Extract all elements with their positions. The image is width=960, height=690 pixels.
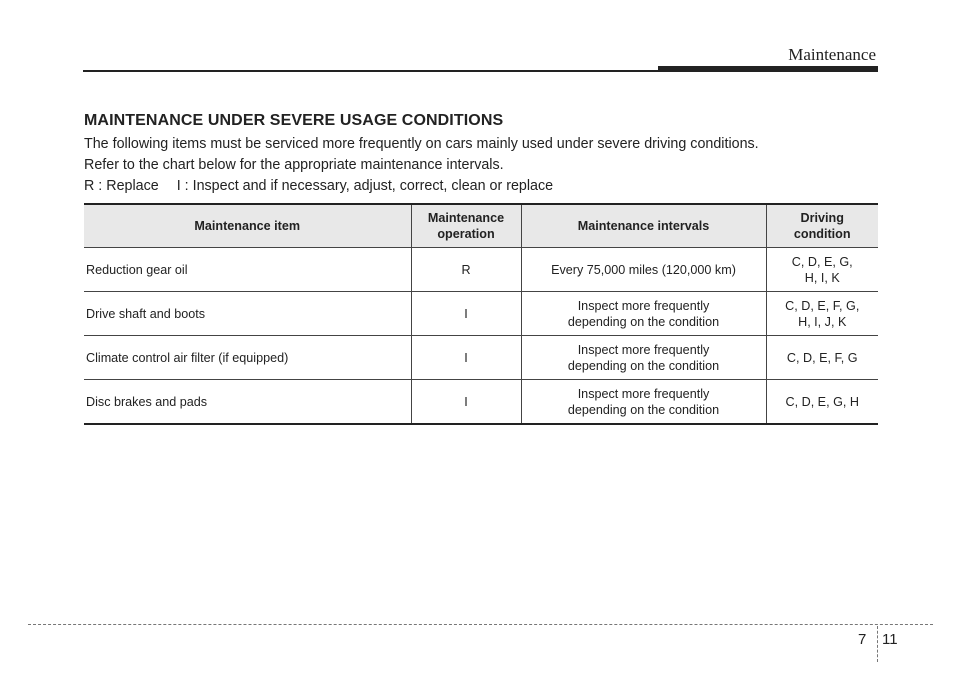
cell-line: depending on the condition: [567, 402, 720, 417]
legend-replace: R : Replace: [84, 178, 159, 194]
footer-divider: [877, 626, 878, 662]
header-rule-accent: [658, 66, 878, 72]
cell-line: C, D, E, F, G: [786, 350, 858, 365]
header-line: Maintenance: [427, 211, 505, 225]
cell-item: Climate control air filter (if equipped): [84, 336, 411, 380]
header-maintenance-item: Maintenance item: [84, 204, 411, 248]
header-maintenance-operation: [411, 204, 521, 248]
table-row: [84, 336, 878, 380]
cell-operation: I: [411, 292, 521, 336]
cell-item: Reduction gear oil: [84, 248, 411, 292]
cell-condition: [766, 380, 878, 425]
cell-condition: [766, 248, 878, 292]
intro-text: Refer to the chart below for the appropriate maintenance intervals.: [84, 157, 504, 173]
cell-line: C, D, E, G, H: [785, 394, 859, 409]
cell-operation: I: [411, 336, 521, 380]
cell-line: depending on the condition: [567, 358, 720, 373]
section-title: MAINTENANCE UNDER SEVERE USAGE CONDITIONS: [84, 112, 504, 129]
cell-line: Inspect more frequently: [577, 342, 710, 357]
cell-line: H, I, J, K: [798, 314, 847, 329]
header-line: operation: [437, 227, 495, 241]
cell-line: Inspect more frequently: [577, 386, 710, 401]
cell-interval: [521, 292, 766, 336]
maintenance-table: [84, 203, 878, 425]
cell-line: Every 75,000 miles (120,000 km): [551, 262, 736, 277]
header-rule: [83, 70, 663, 72]
header-line: Driving: [800, 211, 844, 225]
cell-item: Drive shaft and boots: [84, 292, 411, 336]
header-maintenance-intervals: Maintenance intervals: [521, 204, 766, 248]
page-number: 11: [882, 631, 898, 648]
running-header: Maintenance: [788, 45, 876, 64]
table-row: [84, 380, 878, 425]
cell-interval: [521, 248, 766, 292]
table-row: [84, 248, 878, 292]
table-row: [84, 292, 878, 336]
cell-line: Inspect more frequently: [577, 298, 710, 313]
cell-interval: [521, 380, 766, 425]
cell-line: H, I, K: [804, 270, 840, 285]
cell-operation: I: [411, 380, 521, 425]
cell-item: Disc brakes and pads: [84, 380, 411, 425]
header-line: condition: [793, 227, 851, 241]
cell-interval: [521, 336, 766, 380]
legend-inspect: I : Inspect and if necessary, adjust, correct, clean or replace: [176, 178, 554, 194]
cell-condition: [766, 336, 878, 380]
header-driving-condition: [766, 204, 878, 248]
cell-condition: [766, 292, 878, 336]
cell-operation: R: [411, 248, 521, 292]
operation-legend: [84, 178, 553, 194]
chapter-number: 7: [858, 631, 867, 648]
intro-text: The following items must be serviced more frequently on cars mainly used under severe driving conditions.: [84, 136, 759, 152]
cell-line: C, D, E, F, G,: [785, 298, 860, 313]
cell-line: C, D, E, G,: [791, 254, 853, 269]
cell-line: depending on the condition: [567, 314, 720, 329]
footer-rule: [28, 624, 933, 625]
table-header-row: [84, 204, 878, 248]
